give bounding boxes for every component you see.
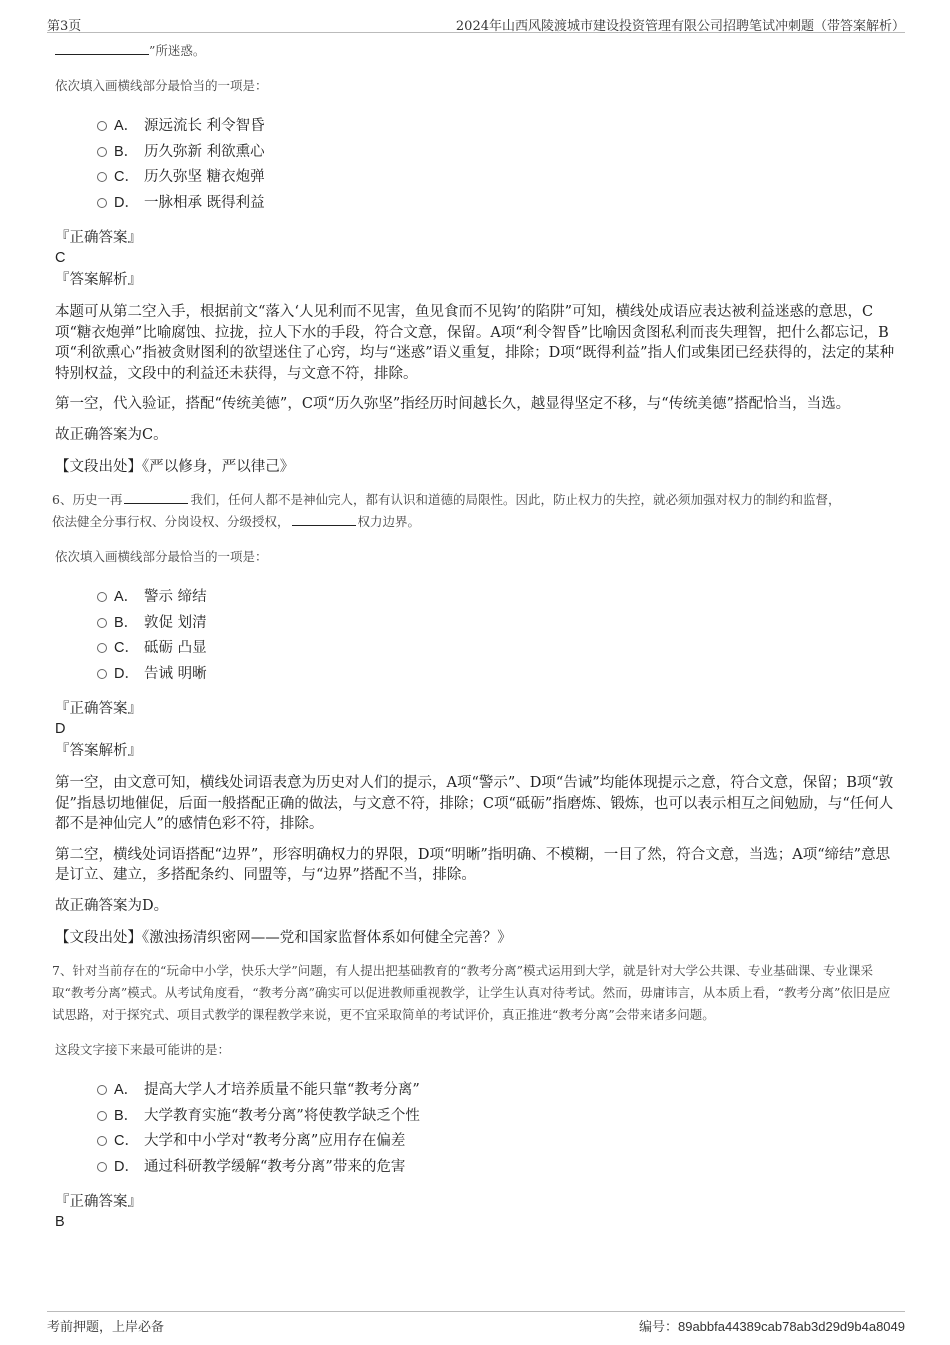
passage-source: 【文段出处】《严以修身，严以律己》 bbox=[55, 459, 295, 475]
q5-stem-tail: ”所迷惑。 bbox=[55, 40, 900, 62]
radio-icon[interactable] bbox=[97, 172, 107, 182]
analysis-paragraph: 故正确答案为D。 bbox=[55, 897, 169, 914]
option-b[interactable]: B． 大学教育实施“教考分离”将使教学缺乏个性 bbox=[97, 1104, 900, 1130]
answer-label: 『正确答案』 bbox=[55, 1194, 142, 1210]
option-d[interactable]: D． 通过科研教学缓解“教考分离”带来的危害 bbox=[97, 1155, 900, 1181]
q7-options bbox=[97, 1078, 900, 1180]
answer-label: 『正确答案』 bbox=[55, 701, 142, 717]
radio-icon[interactable] bbox=[97, 121, 107, 131]
analysis-paragraph: 故正确答案为C。 bbox=[55, 426, 168, 443]
radio-icon[interactable] bbox=[97, 147, 107, 157]
radio-icon[interactable] bbox=[97, 592, 107, 602]
passage-source: 【文段出处】《激浊扬清织密网——党和国家监督体系如何健全完善？》 bbox=[55, 930, 512, 946]
correct-answer: D bbox=[55, 721, 66, 737]
radio-icon[interactable] bbox=[97, 1136, 107, 1146]
analysis-label: 『答案解析』 bbox=[55, 272, 142, 288]
radio-icon[interactable] bbox=[97, 198, 107, 208]
q7-prompt: 这段文字接下来最可能讲的是： bbox=[55, 1042, 231, 1057]
page-number: 第3页 bbox=[47, 19, 82, 34]
radio-icon[interactable] bbox=[97, 1162, 107, 1172]
radio-icon[interactable] bbox=[97, 1111, 107, 1121]
fill-blank bbox=[55, 41, 149, 55]
answer-label: 『正确答案』 bbox=[55, 230, 142, 246]
option-c[interactable]: C． 砥砺 凸显 bbox=[97, 636, 900, 662]
q6-options bbox=[97, 585, 900, 687]
radio-icon[interactable] bbox=[97, 618, 107, 628]
fill-blank bbox=[124, 490, 188, 504]
q6-stem: 6、历史一再 我们，任何人都不是神仙完人，都有认识和道德的局限性。因此，防止权力的失控，就必须加强对权力的制约和监督， 依法健全分事行权、分岗设权、分级授权， 权力边界。 bbox=[52, 492, 841, 529]
option-d[interactable]: D． 一脉相承 既得利益 bbox=[97, 191, 900, 217]
option-a[interactable]: A． 警示 缔结 bbox=[97, 585, 900, 611]
radio-icon[interactable] bbox=[97, 669, 107, 679]
analysis-paragraph: 第一空，由文意可知，横线处词语表意为历史对人们的提示，A项“警示”、D项“告诫”均能体现提示之意，符合文意，保留；B项“敦促”指恳切地催促，后面一般搭配正确的做法，与文意不符，排除；C项“砥砺”指磨炼、锻炼，也可以表示相互之间勉励，与“任何人都不是神仙完人”的感情色彩不符，排除。 bbox=[55, 775, 894, 832]
option-d[interactable]: D． 告诫 明晰 bbox=[97, 662, 900, 688]
page-footer bbox=[47, 1311, 905, 1337]
q5-options bbox=[97, 114, 900, 216]
option-c[interactable]: C． 历久弥坚 糖衣炮弹 bbox=[97, 165, 900, 191]
analysis-paragraph: 第二空，横线处词语搭配“边界”，形容明确权力的界限，D项“明晰”指明确、不模糊，一目了然，符合文意，当选；A项“缔结”意思是订立、建立，多搭配条约、同盟等，与“边界”搭配不当，排除。 bbox=[55, 846, 891, 883]
correct-answer: B bbox=[55, 1214, 65, 1230]
option-b[interactable]: B． 历久弥新 利欲熏心 bbox=[97, 140, 900, 166]
correct-answer: C bbox=[55, 250, 66, 266]
option-c[interactable]: C． 大学和中小学对“教考分离”应用存在偏差 bbox=[97, 1129, 900, 1155]
q5-prompt: 依次填入画横线部分最恰当的一项是： bbox=[55, 78, 268, 93]
footer-slogan: 考前押题，上岸必备 bbox=[47, 1320, 165, 1335]
analysis-paragraph: 本题可从第二空入手，根据前文“落入‘人见利而不见害，鱼见食而不见钩’的陷阱”可知，横线处成语应表达被利益迷惑的意思，C项“糖衣炮弹”比喻腐蚀、拉拢，拉人下水的手段，符合文意，保留。A项“利令智昏”比喻因贪图私利而丧失理智，把什么都忘记，B项“利欲熏心”指被贪财图利的欲望迷住了心窍，均与“迷惑”语义重复，排除；D项“既得利益”指人们或集团已经获得的，法定的某种特别权益，文段中的利益还未获得，与文意不符，排除。 bbox=[55, 304, 895, 382]
analysis-label: 『答案解析』 bbox=[55, 743, 142, 759]
option-a[interactable]: A． 提高大学人才培养质量不能只靠“教考分离” bbox=[97, 1078, 900, 1104]
fill-blank bbox=[292, 512, 356, 526]
option-a[interactable]: A． 源远流长 利令智昏 bbox=[97, 114, 900, 140]
q6-prompt: 依次填入画横线部分最恰当的一项是： bbox=[55, 549, 268, 564]
q7-stem: 7、针对当前存在的“玩命中小学，快乐大学”问题，有人提出把基础教育的“教考分离”模式运用到大学，就是针对大学公共课、专业基础课、专业课采取“教考分离”模式。从考试角度看，“教考分离”确实可以促进教师重视教学，让学生认真对待考试。然而，毋庸讳言，从本质上看，“教考分离”依旧是应试思路，对于探究式、项目式教学的课程教学来说，更不宜采取简单的考试评价，真正推进“教考分离”会带来诸多问题。 bbox=[52, 963, 891, 1022]
radio-icon[interactable] bbox=[97, 1085, 107, 1095]
document-title: 2024年山西风陵渡城市建设投资管理有限公司招聘笔试冲刺题（带答案解析） bbox=[455, 19, 905, 34]
document-code: 编号：89abbfa44389cab78ab3d29d9b4a8049 bbox=[638, 1319, 905, 1335]
document-body bbox=[52, 40, 900, 1232]
page-header bbox=[47, 12, 905, 33]
radio-icon[interactable] bbox=[97, 643, 107, 653]
option-b[interactable]: B． 敦促 划清 bbox=[97, 611, 900, 637]
analysis-paragraph: 第一空，代入验证，搭配“传统美德”，C项“历久弥坚”指经历时间越长久，越显得坚定不移，与“传统美德”搭配恰当，当选。 bbox=[55, 396, 851, 412]
